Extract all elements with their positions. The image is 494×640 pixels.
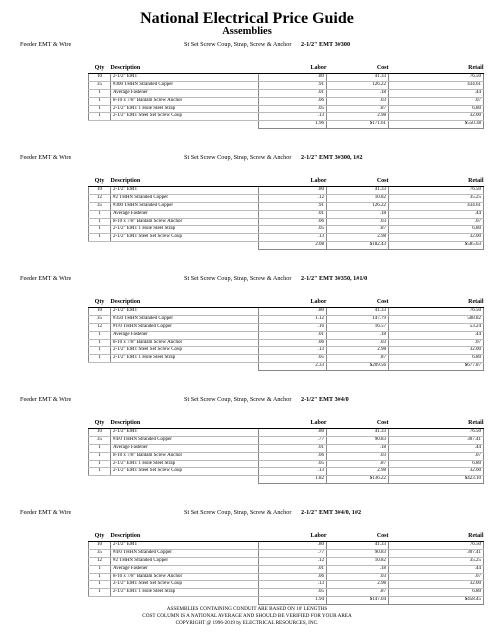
table-header-row — [89, 420, 484, 428]
cell-retail: 35.25 — [389, 557, 484, 565]
assembly-table — [88, 533, 484, 605]
table-row — [89, 89, 484, 97]
cell-labor: 1.12 — [259, 315, 327, 323]
table-header-row — [89, 533, 484, 541]
assembly-table — [88, 420, 484, 484]
cell-description: Average Fastener — [111, 565, 259, 573]
cell-labor: .16 — [259, 323, 327, 331]
cell-labor: .01 — [259, 210, 327, 218]
column-header-labor: Labor — [259, 299, 327, 307]
column-header-labor: Labor — [259, 533, 327, 541]
table-row — [89, 355, 484, 363]
total-labor: 1.82 — [259, 476, 327, 484]
cell-cost: .03 — [327, 218, 389, 226]
cell-qty: 35 — [89, 549, 111, 557]
cell-description: #2 THHN Stranded Copper — [111, 194, 259, 202]
cell-cost: 2.98 — [327, 581, 389, 589]
cell-description: 2-1/2" EMT 1 Hole Steel Strap — [111, 460, 259, 468]
cell-retail: 6.80 — [389, 460, 484, 468]
cell-retail: .44 — [389, 444, 484, 452]
total-labor: 1.96 — [259, 121, 327, 129]
cell-qty: 1 — [89, 210, 111, 218]
table-row — [89, 428, 484, 436]
cell-labor: .80 — [259, 186, 327, 194]
column-header-cost: Cost — [327, 178, 389, 186]
cell-retail: 6.80 — [389, 105, 484, 113]
cell-retail: 6.80 — [389, 589, 484, 597]
cell-labor: .01 — [259, 565, 327, 573]
cell-retail: 6.80 — [389, 226, 484, 234]
cell-qty: 10 — [89, 428, 111, 436]
cell-cost: .03 — [327, 339, 389, 347]
table-row — [89, 452, 484, 460]
table-row — [89, 468, 484, 476]
total-labor: 2.33 — [259, 363, 327, 371]
assembly-header — [0, 154, 494, 178]
cell-cost: 10.82 — [327, 194, 389, 202]
table-header-row — [89, 65, 484, 73]
table-row — [89, 573, 484, 581]
cell-labor: .05 — [259, 226, 327, 234]
table-row — [89, 323, 484, 331]
assembly-header — [0, 41, 494, 65]
cell-labor: .05 — [259, 460, 327, 468]
cell-cost: 41.33 — [327, 307, 389, 315]
cell-cost: .03 — [327, 573, 389, 581]
cell-qty: 35 — [89, 436, 111, 444]
column-header-retail: Retail — [389, 533, 484, 541]
total-cost: $171.61 — [327, 121, 389, 129]
cell-description: 2-1/2" EMT — [111, 541, 259, 549]
cell-qty: 10 — [89, 541, 111, 549]
total-retail: $458.45 — [389, 597, 484, 605]
cell-qty: 12 — [89, 323, 111, 331]
table-row — [89, 339, 484, 347]
cell-description: 8-10 x 7/8" Bantam Screw Anchor — [111, 452, 259, 460]
cell-cost: .87 — [327, 589, 389, 597]
cell-labor: .05 — [259, 105, 327, 113]
cell-labor: .80 — [259, 73, 327, 81]
cell-cost: .87 — [327, 105, 389, 113]
cell-labor: .80 — [259, 428, 327, 436]
cell-qty: 1 — [89, 331, 111, 339]
cell-retail: 76.50 — [389, 428, 484, 436]
table-row — [89, 460, 484, 468]
assembly-table — [88, 299, 484, 371]
cell-cost: 41.33 — [327, 541, 389, 549]
cell-retail: .07 — [389, 339, 484, 347]
total-retail: $550.38 — [389, 121, 484, 129]
table-row — [89, 81, 484, 89]
cell-retail: .07 — [389, 218, 484, 226]
column-header-qty: Qty — [89, 299, 111, 307]
table-row — [89, 565, 484, 573]
cell-labor: .01 — [259, 89, 327, 97]
cell-description: 2-1/2" EMT 1 Hole Steel Strap — [111, 105, 259, 113]
cell-retail: .44 — [389, 565, 484, 573]
cell-cost: 147.79 — [327, 315, 389, 323]
cell-retail: .07 — [389, 97, 484, 105]
cell-qty: 10 — [89, 73, 111, 81]
cell-retail: 35.25 — [389, 194, 484, 202]
cell-description: 8-10 x 7/8" Bantam Screw Anchor — [111, 339, 259, 347]
assembly-size: 2-1/2" EMT 3#350, 1#1/0 — [301, 275, 368, 282]
cell-description: #300 THHN Stranded Copper — [111, 202, 259, 210]
table-header-row — [89, 299, 484, 307]
table-row — [89, 307, 484, 315]
cell-labor: .01 — [259, 331, 327, 339]
total-retail: $585.63 — [389, 242, 484, 250]
cell-description: 2-1/2" EMT 1 Hole Steel Strap — [111, 355, 259, 363]
cell-retail: 434.61 — [389, 81, 484, 89]
cell-labor: .05 — [259, 589, 327, 597]
cell-cost: 16.57 — [327, 323, 389, 331]
footer-line-2: COST COLUMN IS A NATIONAL AVERAGE AND SHOULD BE VERIFIED FOR YOUR AREA — [142, 613, 352, 619]
cell-qty: 35 — [89, 315, 111, 323]
cell-retail: 508.82 — [389, 315, 484, 323]
cell-qty: 1 — [89, 573, 111, 581]
cell-cost: 41.33 — [327, 428, 389, 436]
cell-cost: .03 — [327, 452, 389, 460]
totals-spacer — [111, 242, 259, 250]
column-header-retail: Retail — [389, 178, 484, 186]
cell-retail: .44 — [389, 331, 484, 339]
cell-description: Average Fastener — [111, 89, 259, 97]
table-row — [89, 105, 484, 113]
total-cost: $209.56 — [327, 363, 389, 371]
total-retail: $677.87 — [389, 363, 484, 371]
assembly-description: St Set Screw Coup, Strap, Screw & Anchor — [184, 41, 292, 48]
totals-row — [89, 242, 484, 250]
table-row — [89, 331, 484, 339]
cell-labor: .05 — [259, 355, 327, 363]
total-cost: $182.43 — [327, 242, 389, 250]
cell-labor: .13 — [259, 581, 327, 589]
cell-qty: 12 — [89, 194, 111, 202]
cell-retail: 32.00 — [389, 468, 484, 476]
cell-labor: .06 — [259, 97, 327, 105]
column-header-description: Description — [111, 299, 259, 307]
cell-cost: 2.98 — [327, 347, 389, 355]
cell-description: 8-10 x 7/8" Bantam Screw Anchor — [111, 218, 259, 226]
cell-description: 2-1/2" EMT — [111, 73, 259, 81]
column-header-qty: Qty — [89, 533, 111, 541]
table-row — [89, 541, 484, 549]
cell-retail: 6.80 — [389, 355, 484, 363]
cell-cost: .87 — [327, 226, 389, 234]
cell-cost: .87 — [327, 460, 389, 468]
table-row — [89, 315, 484, 323]
cell-qty: 1 — [89, 565, 111, 573]
cell-retail: 76.50 — [389, 541, 484, 549]
column-header-retail: Retail — [389, 299, 484, 307]
cell-description: Average Fastener — [111, 331, 259, 339]
column-header-description: Description — [111, 420, 259, 428]
cell-description: 2-1/2" EMT — [111, 186, 259, 194]
cell-retail: .44 — [389, 210, 484, 218]
cell-qty: 35 — [89, 202, 111, 210]
cell-labor: .12 — [259, 557, 327, 565]
cell-labor: .06 — [259, 573, 327, 581]
cell-retail: .07 — [389, 573, 484, 581]
cell-retail: 434.61 — [389, 202, 484, 210]
cell-description: #350 THHN Stranded Copper — [111, 315, 259, 323]
cell-cost: 2.98 — [327, 468, 389, 476]
table-row — [89, 444, 484, 452]
cell-cost: .03 — [327, 97, 389, 105]
cell-description: 2-1/2" EMT Steel Set Screw Coup — [111, 581, 259, 589]
totals-row — [89, 121, 484, 129]
cell-cost: 126.22 — [327, 81, 389, 89]
assembly-category: Feeder EMT & Wire — [20, 509, 72, 516]
assembly-table — [88, 178, 484, 250]
cell-retail: 32.00 — [389, 234, 484, 242]
totals-row — [89, 597, 484, 605]
assembly-category: Feeder EMT & Wire — [20, 154, 72, 161]
table-row — [89, 589, 484, 597]
page-title: National Electrical Price Guide — [140, 10, 354, 27]
assembly-table — [88, 65, 484, 129]
cell-description: 2-1/2" EMT — [111, 428, 259, 436]
cell-qty: 1 — [89, 444, 111, 452]
cell-cost: .18 — [327, 331, 389, 339]
cell-description: Average Fastener — [111, 210, 259, 218]
table-row — [89, 557, 484, 565]
cell-labor: .06 — [259, 218, 327, 226]
assembly-category: Feeder EMT & Wire — [20, 396, 72, 403]
assembly-description: St Set Screw Coup, Strap, Screw & Anchor — [184, 154, 292, 161]
column-header-cost: Cost — [327, 299, 389, 307]
cell-retail: 32.00 — [389, 581, 484, 589]
table-row — [89, 202, 484, 210]
column-header-description: Description — [111, 178, 259, 186]
cell-qty: 1 — [89, 113, 111, 121]
table-row — [89, 549, 484, 557]
cell-description: 8-10 x 7/8" Bantam Screw Anchor — [111, 573, 259, 581]
column-header-retail: Retail — [389, 65, 484, 73]
cell-cost: 90.83 — [327, 549, 389, 557]
column-header-cost: Cost — [327, 533, 389, 541]
cell-qty: 1 — [89, 97, 111, 105]
totals-row — [89, 363, 484, 371]
cell-qty: 1 — [89, 347, 111, 355]
cell-description: #1/0 THHN Stranded Copper — [111, 323, 259, 331]
totals-spacer — [89, 476, 111, 484]
cell-labor: .77 — [259, 436, 327, 444]
totals-spacer — [89, 121, 111, 129]
cell-cost: .18 — [327, 89, 389, 97]
cell-qty: 1 — [89, 89, 111, 97]
cell-cost: .18 — [327, 444, 389, 452]
cell-cost: 41.33 — [327, 186, 389, 194]
cell-cost: 2.98 — [327, 113, 389, 121]
cell-retail: 76.50 — [389, 73, 484, 81]
cell-qty: 1 — [89, 581, 111, 589]
cell-qty: 10 — [89, 186, 111, 194]
column-header-labor: Labor — [259, 65, 327, 73]
cell-retail: 32.00 — [389, 113, 484, 121]
cell-qty: 12 — [89, 557, 111, 565]
cell-description: #4/0 THHN Stranded Copper — [111, 436, 259, 444]
cell-labor: .06 — [259, 452, 327, 460]
table-row — [89, 234, 484, 242]
cell-retail: 307.41 — [389, 549, 484, 557]
totals-row — [89, 476, 484, 484]
table-row — [89, 97, 484, 105]
column-header-qty: Qty — [89, 420, 111, 428]
table-row — [89, 581, 484, 589]
assembly-header — [0, 275, 494, 299]
cell-labor: .91 — [259, 81, 327, 89]
table-row — [89, 226, 484, 234]
table-header-row — [89, 178, 484, 186]
cell-cost: .87 — [327, 355, 389, 363]
cell-labor: .80 — [259, 307, 327, 315]
cell-qty: 35 — [89, 81, 111, 89]
table-row — [89, 113, 484, 121]
cell-qty: 1 — [89, 460, 111, 468]
cell-cost: .18 — [327, 565, 389, 573]
table-row — [89, 73, 484, 81]
cell-labor: .06 — [259, 339, 327, 347]
totals-spacer — [89, 363, 111, 371]
column-header-labor: Labor — [259, 420, 327, 428]
cell-cost: 2.98 — [327, 234, 389, 242]
cell-retail: 307.41 — [389, 436, 484, 444]
cell-cost: 126.22 — [327, 202, 389, 210]
column-header-qty: Qty — [89, 65, 111, 73]
total-retail: $423.10 — [389, 476, 484, 484]
assembly-size: 2-1/2" EMT 3#300, 1#2 — [301, 154, 363, 161]
cell-labor: .80 — [259, 541, 327, 549]
totals-spacer — [89, 242, 111, 250]
assembly-description: St Set Screw Coup, Strap, Screw & Anchor — [184, 275, 292, 282]
cell-description: 2-1/2" EMT 1 Hole Steel Strap — [111, 589, 259, 597]
totals-spacer — [111, 476, 259, 484]
assembly-size: 2-1/2" EMT 3#300 — [301, 41, 351, 48]
cell-description: #4/0 THHN Stranded Copper — [111, 549, 259, 557]
page-subtitle: Assemblies — [222, 26, 272, 37]
cell-qty: 1 — [89, 468, 111, 476]
assembly-category: Feeder EMT & Wire — [20, 41, 72, 48]
total-cost: $147.04 — [327, 597, 389, 605]
total-labor: 2.08 — [259, 242, 327, 250]
assembly-header — [0, 509, 494, 533]
cell-labor: .12 — [259, 194, 327, 202]
assembly-description: St Set Screw Coup, Strap, Screw & Anchor — [184, 396, 292, 403]
cell-labor: .01 — [259, 444, 327, 452]
cell-labor: .13 — [259, 234, 327, 242]
assembly-size: 2-1/2" EMT 3#4/0, 1#2 — [301, 509, 362, 516]
cell-description: 8-10 x 7/8" Bantam Screw Anchor — [111, 97, 259, 105]
footer — [0, 606, 494, 627]
totals-spacer — [89, 597, 111, 605]
column-header-cost: Cost — [327, 65, 389, 73]
table-row — [89, 218, 484, 226]
cell-description: 2-1/2" EMT Steel Set Screw Coup — [111, 468, 259, 476]
cell-qty: 10 — [89, 307, 111, 315]
cell-qty: 1 — [89, 218, 111, 226]
cell-retail: 53.24 — [389, 323, 484, 331]
cell-retail: 76.50 — [389, 186, 484, 194]
table-row — [89, 347, 484, 355]
cell-description: #300 THHN Stranded Copper — [111, 81, 259, 89]
cell-labor: .13 — [259, 113, 327, 121]
cell-cost: 90.83 — [327, 436, 389, 444]
totals-spacer — [111, 363, 259, 371]
cell-cost: 41.33 — [327, 73, 389, 81]
totals-spacer — [111, 597, 259, 605]
cell-qty: 1 — [89, 355, 111, 363]
assembly-header — [0, 396, 494, 420]
column-header-labor: Labor — [259, 178, 327, 186]
cell-description: 2-1/2" EMT Steel Set Screw Coup — [111, 113, 259, 121]
cell-qty: 1 — [89, 234, 111, 242]
cell-description: #2 THHN Stranded Copper — [111, 557, 259, 565]
column-header-cost: Cost — [327, 420, 389, 428]
table-row — [89, 436, 484, 444]
cell-description: Average Fastener — [111, 444, 259, 452]
cell-labor: .13 — [259, 468, 327, 476]
totals-spacer — [111, 121, 259, 129]
table-row — [89, 194, 484, 202]
cell-retail: .44 — [389, 89, 484, 97]
assembly-size: 2-1/2" EMT 3#4/0 — [301, 396, 349, 403]
footer-line-1: ASSEMBLIES CONTAINING CONDUIT ARE BASED ON 10' LENGTHS — [166, 606, 328, 612]
cell-retail: 76.50 — [389, 307, 484, 315]
column-header-description: Description — [111, 65, 259, 73]
table-row — [89, 210, 484, 218]
cell-qty: 1 — [89, 105, 111, 113]
cell-labor: .91 — [259, 202, 327, 210]
cell-qty: 1 — [89, 339, 111, 347]
cell-labor: .13 — [259, 347, 327, 355]
column-header-qty: Qty — [89, 178, 111, 186]
table-row — [89, 186, 484, 194]
cell-description: 2-1/2" EMT Steel Set Screw Coup — [111, 347, 259, 355]
cell-retail: .07 — [389, 452, 484, 460]
cell-labor: .77 — [259, 549, 327, 557]
cell-retail: 32.00 — [389, 347, 484, 355]
cell-description: 2-1/2" EMT Steel Set Screw Coup — [111, 234, 259, 242]
total-labor: 1.94 — [259, 597, 327, 605]
cell-qty: 1 — [89, 226, 111, 234]
cell-cost: .18 — [327, 210, 389, 218]
column-header-retail: Retail — [389, 420, 484, 428]
cell-qty: 1 — [89, 589, 111, 597]
assembly-category: Feeder EMT & Wire — [20, 275, 72, 282]
column-header-description: Description — [111, 533, 259, 541]
footer-line-3: COPYRIGHT @ 1996-2019 by ELECTRICAL RESOURCES, INC. — [175, 620, 319, 626]
assembly-description: St Set Screw Coup, Strap, Screw & Anchor — [184, 509, 292, 516]
cell-qty: 1 — [89, 452, 111, 460]
cell-cost: 10.82 — [327, 557, 389, 565]
total-cost: $136.22 — [327, 476, 389, 484]
cell-description: 2-1/2" EMT 1 Hole Steel Strap — [111, 226, 259, 234]
cell-description: 2-1/2" EMT — [111, 307, 259, 315]
